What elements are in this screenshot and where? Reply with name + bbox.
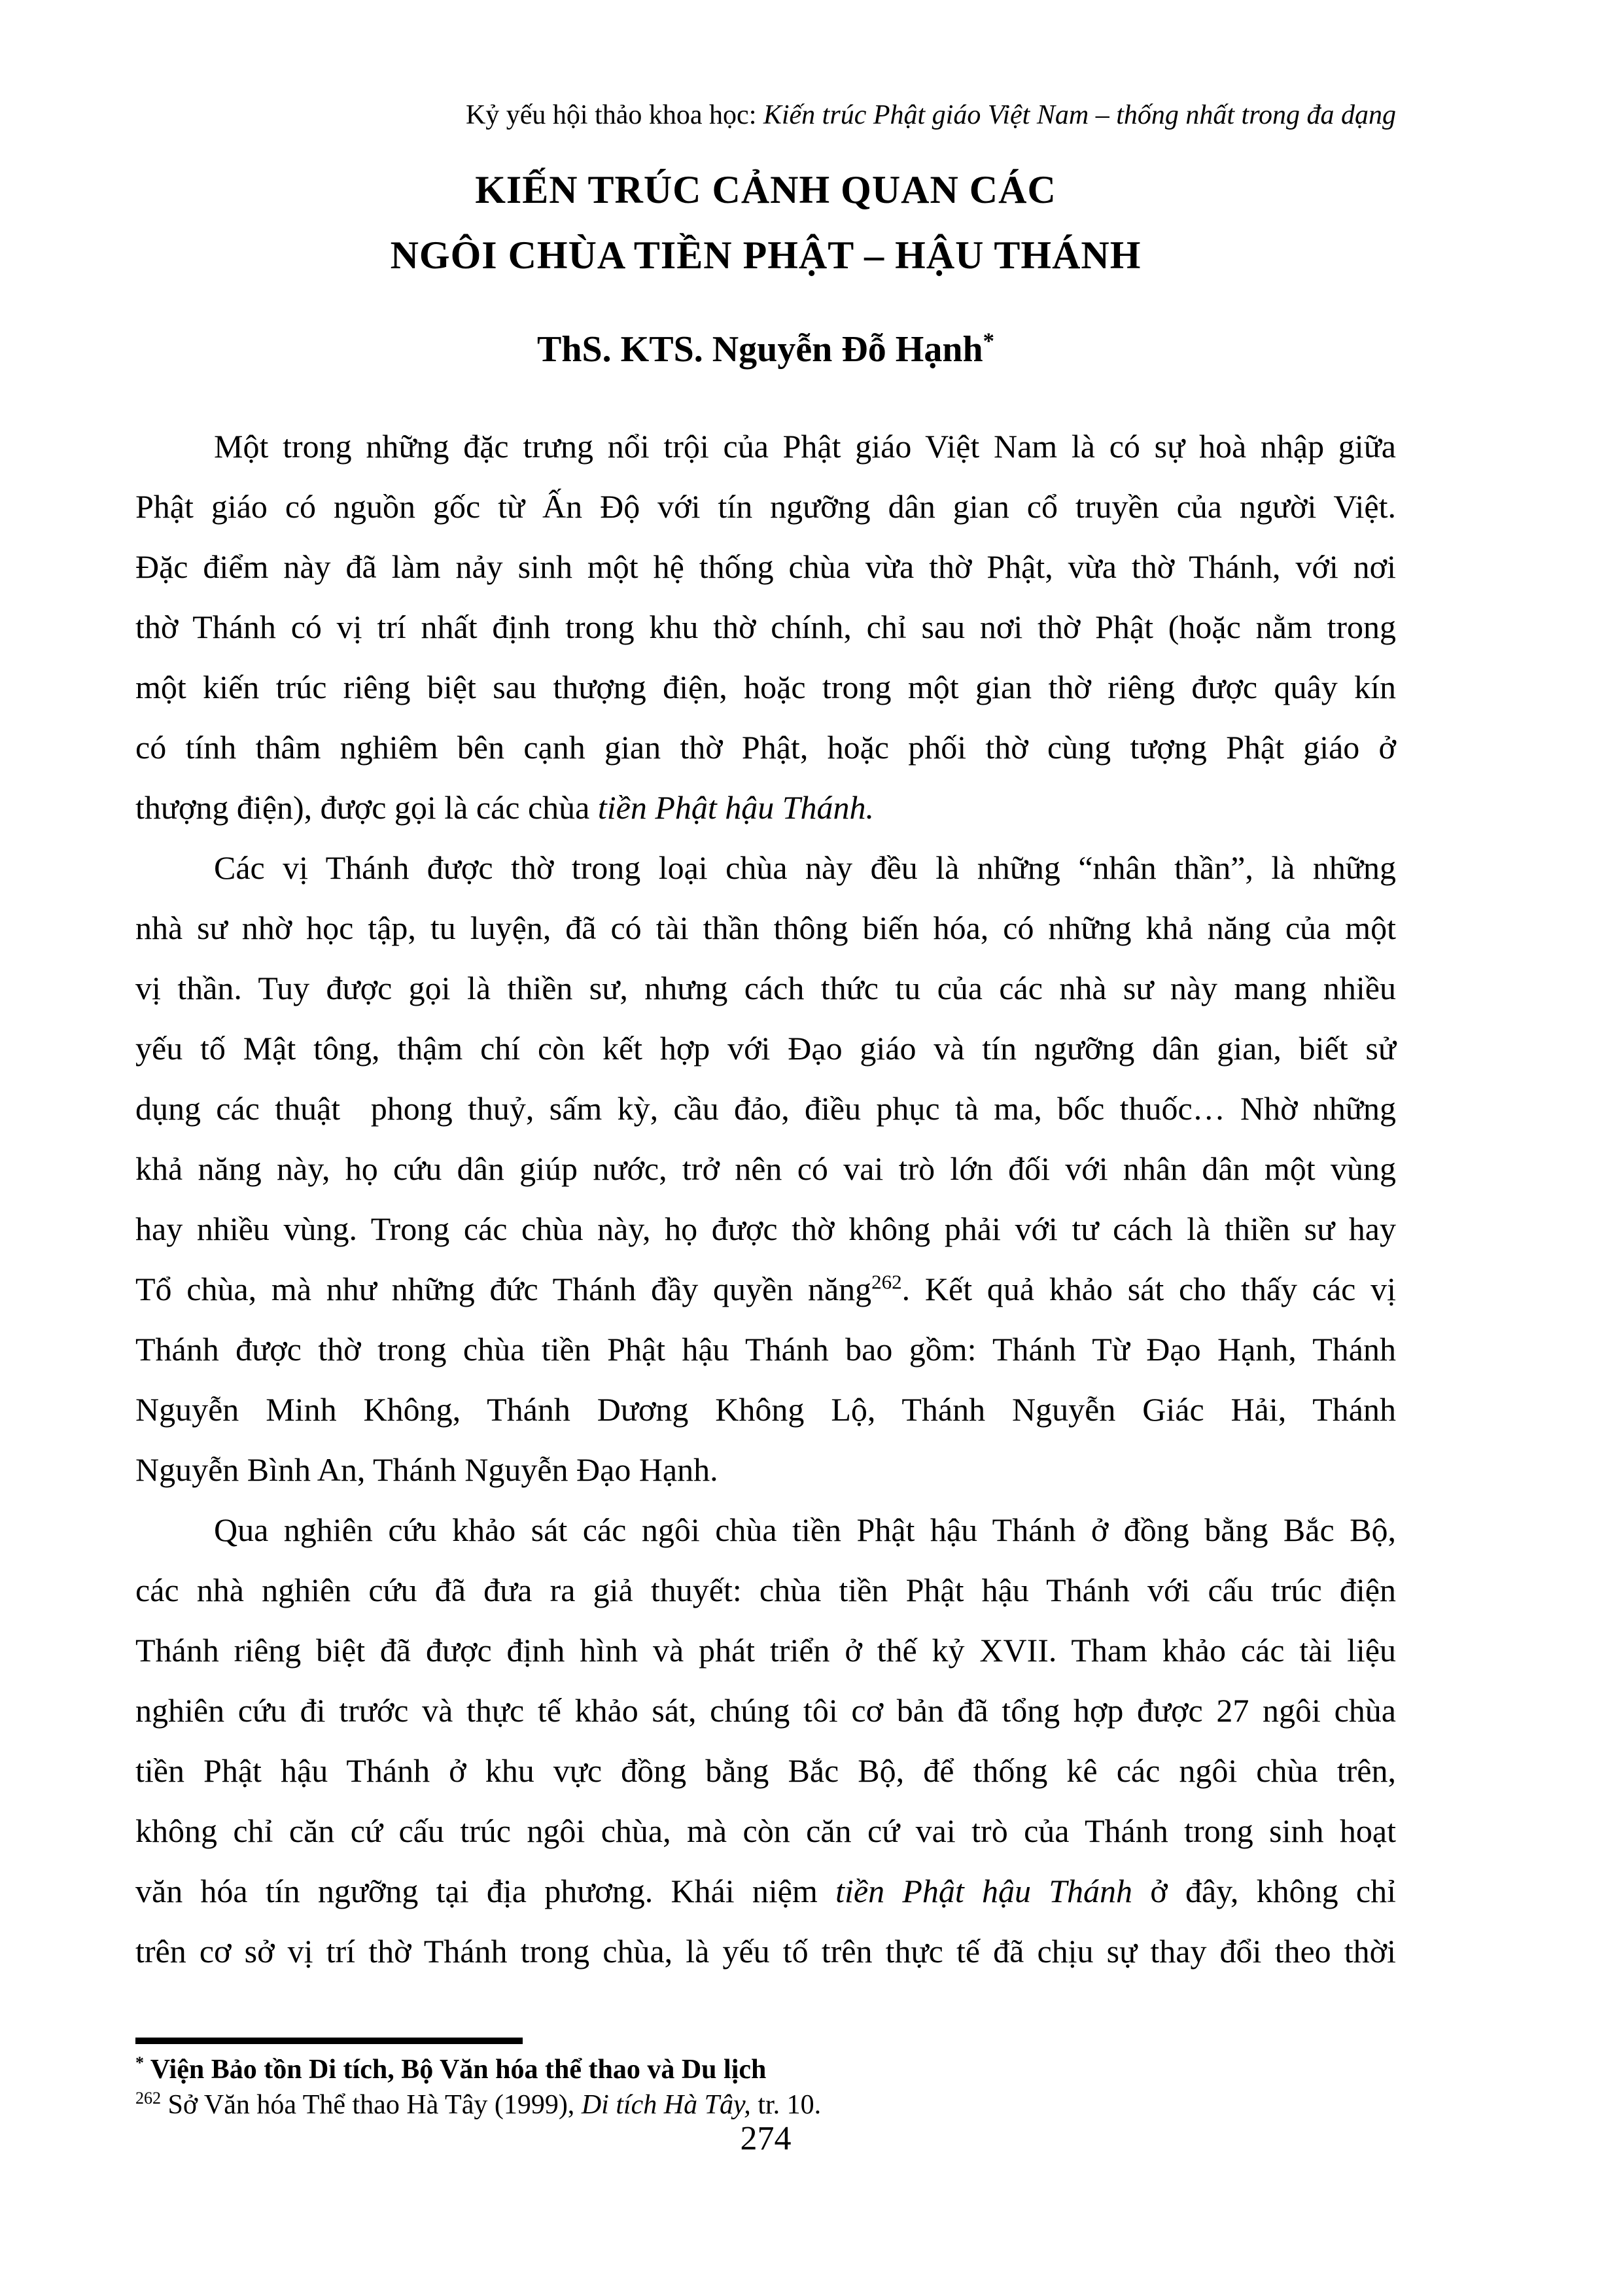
body-line — [135, 838, 1396, 898]
footnote — [135, 2052, 1396, 2087]
body-line — [135, 1319, 1396, 1379]
text-segment: tiền Phật hậu Thánh. — [597, 789, 875, 826]
body-line — [135, 657, 1396, 717]
article-title-line-2: NGÔI CHÙA TIỀN PHẬT – HẬU THÁNH — [390, 234, 1142, 277]
text-segment: . Kết quả khảo sát cho thấy các vị — [901, 1271, 1396, 1307]
text-segment: văn hóa tín ngưỡng tại địa phương. Khái niệm — [135, 1873, 836, 1909]
body-line — [135, 777, 1396, 838]
article-title-line-1: KIẾN TRÚC CẢNH QUAN CÁC — [475, 168, 1056, 211]
text-segment: thờ Thánh có vị trí nhất định trong khu thờ chính, chỉ sau nơi thờ Phật (hoặc nằm trong — [135, 609, 1396, 645]
body-line — [135, 1439, 1396, 1500]
text-segment: hay nhiều vùng. Trong các chùa này, họ được thờ không phải với tư cách là thiền sư hay — [135, 1210, 1396, 1247]
footnote-marker: * — [135, 2053, 145, 2072]
text-segment: thượng điện), được gọi là các chùa — [135, 789, 598, 826]
text-segment: các nhà nghiên cứu đã đưa ra giả thuyết: chùa tiền Phật hậu Thánh với cấu trúc điện — [135, 1572, 1396, 1608]
superscript-reference: * — [983, 328, 994, 354]
text-segment: dụng các thuật phong thuỷ, sấm kỳ, cầu đảo, điều phục tà ma, bốc thuốc… Nhờ những — [135, 1090, 1396, 1127]
text-segment: ThS. KTS. Nguyễn Đỗ Hạnh — [537, 329, 983, 370]
footnote-separator — [135, 2038, 523, 2044]
body-line — [135, 958, 1396, 1018]
author-line — [135, 326, 1396, 373]
body-line — [135, 717, 1396, 777]
body-line — [135, 1801, 1396, 1861]
text-segment: nghiên cứu đi trước và thực tế khảo sát, chúng tôi cơ bản đã tổng hợp được 27 ngôi chùa — [135, 1692, 1396, 1729]
text-segment: Sở Văn hóa Thể thao Hà Tây (1999), — [161, 2090, 582, 2120]
text-segment: Viện Bảo tồn Di tích, Bộ Văn hóa thể thao và Du lịch — [144, 2055, 767, 2085]
text-segment: Thánh được thờ trong chùa tiền Phật hậu Thánh bao gồm: Thánh Từ Đạo Hạnh, Thánh — [135, 1331, 1396, 1368]
body-line — [135, 898, 1396, 958]
body-line — [135, 1861, 1396, 1921]
text-segment: yếu tố Mật tông, thậm chí còn kết hợp với Đạo giáo và tín ngưỡng dân gian, biết sử — [135, 1030, 1396, 1067]
body-line — [135, 1018, 1396, 1078]
text-segment: Thánh riêng biệt đã được định hình và phát triển ở thế kỷ XVII. Tham khảo các tài liệu — [135, 1632, 1396, 1669]
text-segment: Nguyễn Bình An, Thánh Nguyễn Đạo Hạnh. — [135, 1451, 718, 1488]
text-segment: nhà sư nhờ học tập, tu luyện, đã có tài thần thông biến hóa, có những khả năng của một — [135, 910, 1396, 946]
text-segment: khả năng này, họ cứu dân giúp nước, trở nên có vai trò lớn đối với nhân dân một vùng — [135, 1150, 1396, 1187]
page-number: 274 — [740, 2120, 792, 2157]
footnote — [135, 2087, 1396, 2123]
footnotes — [135, 2052, 1396, 2123]
text-segment: không chỉ căn cứ cấu trúc ngôi chùa, mà còn căn cứ vai trò của Thánh trong sinh hoạt — [135, 1812, 1396, 1849]
text-segment: có tính thâm nghiêm bên cạnh gian thờ Phật, hoặc phối thờ cùng tượng Phật giáo ở — [135, 729, 1396, 766]
text-segment: Kiến trúc Phật giáo Việt Nam – thống nhất trong đa dạng — [763, 100, 1396, 130]
article-title — [135, 157, 1396, 288]
body-line — [135, 1680, 1396, 1740]
footnote-marker: 262 — [135, 2089, 162, 2108]
text-segment: Một trong những đặc trưng nổi trội của Phật giáo Việt Nam là có sự hoà nhập giữa — [214, 428, 1396, 465]
body-line — [135, 537, 1396, 597]
text-segment: Đặc điểm này đã làm nảy sinh một hệ thống chùa vừa thờ Phật, vừa thờ Thánh, với nơi — [135, 548, 1396, 585]
body-line — [135, 597, 1396, 657]
text-segment: Di tích Hà Tây, — [581, 2090, 751, 2120]
text-segment: trên cơ sở vị trí thờ Thánh trong chùa, là yếu tố trên thực tế đã chịu sự thay đổi theo thời — [135, 1933, 1396, 1969]
body-line — [135, 1500, 1396, 1560]
text-segment: tr. 10. — [750, 2090, 822, 2120]
text-segment: tiền Phật hậu Thánh — [835, 1873, 1133, 1909]
body-line — [135, 416, 1396, 476]
body-text — [135, 416, 1396, 1981]
text-segment: Các vị Thánh được thờ trong loại chùa này đều là những “nhân thần”, là những — [214, 849, 1396, 886]
text-segment: Qua nghiên cứu khảo sát các ngôi chùa tiền Phật hậu Thánh ở đồng bằng Bắc Bộ, — [214, 1511, 1396, 1548]
text-segment: Phật giáo có nguồn gốc từ Ấn Độ với tín ngưỡng dân gian cổ truyền của người Việt. — [135, 488, 1396, 525]
text-segment: một kiến trúc riêng biệt sau thượng điện, hoặc trong một gian thờ riêng được quây kín — [135, 669, 1396, 705]
body-line — [135, 1740, 1396, 1801]
body-line — [135, 1921, 1396, 1981]
body-line — [135, 1139, 1396, 1199]
body-line — [135, 1078, 1396, 1139]
body-line — [135, 1379, 1396, 1439]
text-segment: Tổ chùa, mà như những đức Thánh đầy quyền năng — [135, 1271, 872, 1307]
body-line — [135, 1199, 1396, 1259]
text-segment: tiền Phật hậu Thánh ở khu vực đồng bằng Bắc Bộ, để thống kê các ngôi chùa trên, — [135, 1752, 1396, 1789]
text-segment: ở đây, không chỉ — [1132, 1873, 1396, 1909]
superscript-reference: 262 — [871, 1270, 902, 1294]
text-segment: Kỷ yếu hội thảo khoa học: — [465, 100, 763, 130]
body-line — [135, 1560, 1396, 1620]
body-line — [135, 1620, 1396, 1680]
text-segment: vị thần. Tuy được gọi là thiền sư, nhưng cách thức tu của các nhà sư này mang nhiều — [135, 970, 1396, 1006]
body-line — [135, 476, 1396, 537]
body-line — [135, 1259, 1396, 1319]
text-segment: Nguyễn Minh Không, Thánh Dương Không Lộ, Thánh Nguyễn Giác Hải, Thánh — [135, 1391, 1396, 1428]
running-header — [135, 97, 1396, 133]
